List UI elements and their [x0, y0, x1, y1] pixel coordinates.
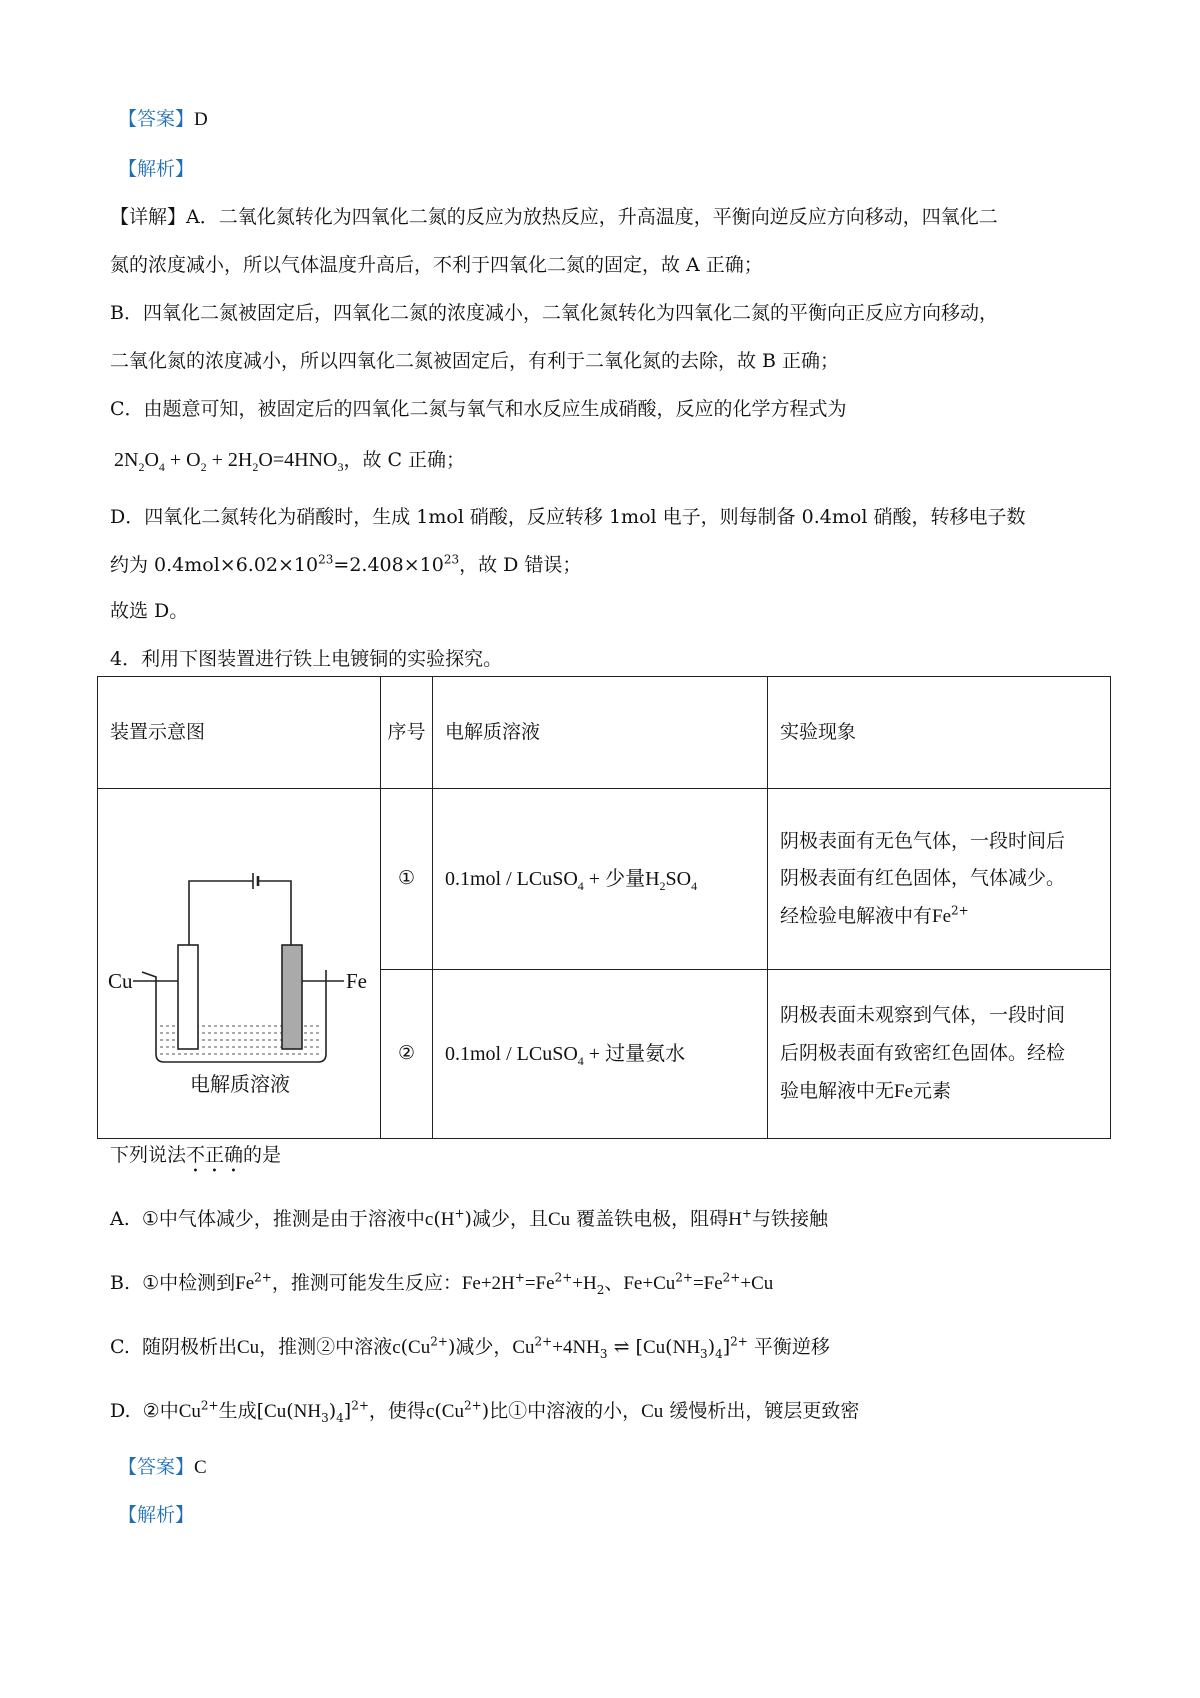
detail-b-line1: B．四氧化二氮被固定后，四氧化二氮的浓度减小，二氧化氮转化为四氧化二氮的平衡向正反应方向移动，: [110, 302, 998, 324]
d-line2-c: ，故 D 错误；: [459, 554, 582, 576]
row2-phenomenon-2: 后阴极表面有致密红色固体。经检: [780, 1041, 1066, 1064]
cu-electrode: [178, 945, 198, 1049]
detail-b-line2: 二氧化氮的浓度减小，所以四氧化二氮被固定后，有利于二氧化氮的去除，故 B 正确；: [110, 350, 840, 372]
chemical-equation: $2N_2O_4 + O_2 + 2H_2O=4HNO_3$: [114, 449, 344, 474]
detail-a-line1: [110, 202, 998, 229]
row1-phenomenon: [768, 789, 1111, 970]
detail-a-line2: 氮的浓度减小，所以气体温度升高后，不利于四氧化二氮的固定，故 A 正确；: [110, 254, 763, 276]
row2-phenomenon: [768, 969, 1111, 1138]
answer-value: D: [194, 109, 208, 130]
row1-number: ①: [381, 789, 433, 970]
diagram-cell: [98, 789, 381, 1139]
answer-line: [118, 104, 208, 131]
answer-value-2: C: [194, 1457, 207, 1478]
detail-d-line2: [110, 550, 581, 577]
option-c: C. 随阴极析出Cu，推测②中溶液$c(Cu^{2+})$减少，$Cu^{2+}+4NH_3$ ⇌ $[Cu(NH_3)_4]^{2+}$ 平衡逆移: [110, 1334, 830, 1361]
d-exp2: 23: [443, 552, 460, 567]
row2-solution: 0.1mol / LCuSO$_4$ + 过量氨水: [433, 969, 768, 1138]
diagram-caption: 电解质溶液: [190, 1072, 290, 1096]
question-4-stem: 4．利用下图装置进行铁上电镀铜的实验探究。: [110, 648, 503, 670]
option-b: B. ①中检测到$Fe^{2+}$，推测可能发生反应：$Fe+2H^+=Fe^{2+}+H_2$、$Fe+Cu^{2+}=Fe^{2+}+Cu$: [110, 1270, 774, 1297]
cu-label: Cu: [108, 969, 133, 993]
analysis-tag: 【解析】: [118, 158, 195, 180]
header-phenomenon: 实验现象: [768, 677, 1111, 789]
fe-electrode: [282, 945, 302, 1049]
prompt-b: 的是: [243, 1144, 282, 1166]
row2-phenomenon-3: 验电解液中无Fe元素: [780, 1079, 952, 1102]
answer-tag-2: 【答案】: [118, 1456, 195, 1478]
header-solution: 电解质溶液: [433, 677, 768, 789]
electroplating-apparatus-diagram: [98, 789, 381, 1129]
equation-line: [114, 445, 465, 472]
question-prompt: [110, 1140, 281, 1177]
detail-conclusion: 故选 D。: [110, 600, 189, 622]
experiment-table: [97, 676, 1111, 1139]
answer-tag: 【答案】: [118, 108, 195, 130]
prompt-a: 下列说法: [110, 1144, 187, 1166]
option-a: A. ①中气体减少，推测是由于溶液中c(H+)减少，且Cu 覆盖铁电极，阻碍H+与铁接触: [110, 1206, 828, 1230]
row1-phenomenon-3: 经检验电解液中有$Fe^{2+}$: [780, 903, 969, 927]
analysis-tag-2: 【解析】: [118, 1504, 195, 1526]
row1-phenomenon-1: 阴极表面有无色气体，一段时间后: [780, 829, 1066, 852]
answer-line-2: [118, 1452, 207, 1479]
row1-solution: 0.1mol / LCuSO$_4$ + 少量$H_2SO_4$: [433, 789, 768, 970]
row2-number: ②: [381, 969, 433, 1138]
detail-c-line1: C．由题意可知，被固定后的四氧化二氮与氧气和水反应生成硝酸，反应的化学方程式为: [110, 398, 847, 420]
prompt-emphasis: 不正确: [186, 1144, 244, 1166]
detail-a-text: A．二氧化氮转化为四氧化二氮的反应为放热反应，升高温度，平衡向逆反应方向移动，四氧化二: [186, 206, 998, 228]
detail-tag: 【详解】: [110, 206, 187, 228]
right-wire: [257, 881, 291, 945]
row1-phenomenon-2: 阴极表面有红色固体，气体减少。: [780, 867, 1066, 890]
d-line2-a: 约为 0.4mol×6.02×10: [110, 554, 319, 576]
option-d: D. ②中$Cu^{2+}$生成$[Cu(NH_3)_4]^{2+}$，使得$c(Cu^{2+})$比①中溶液的小，Cu 缓慢析出，镀层更致密: [110, 1398, 860, 1425]
d-exp1: 23: [318, 552, 334, 567]
header-number: 序号: [381, 677, 433, 789]
left-wire: [189, 881, 253, 945]
fe-label: Fe: [346, 969, 367, 993]
row2-phenomenon-1: 阴极表面未观察到气体，一段时间: [780, 1004, 1066, 1027]
header-diagram: 装置示意图: [98, 677, 381, 789]
d-line2-b: =2.408×10: [333, 554, 444, 576]
detail-c-tail: ，故 C 正确；: [343, 449, 466, 471]
detail-d-line1: D．四氧化二氮转化为硝酸时，生成 1mol 硝酸，反应转移 1mol 电子，则每制备 0.4mol 硝酸，转移电子数: [110, 506, 1026, 528]
